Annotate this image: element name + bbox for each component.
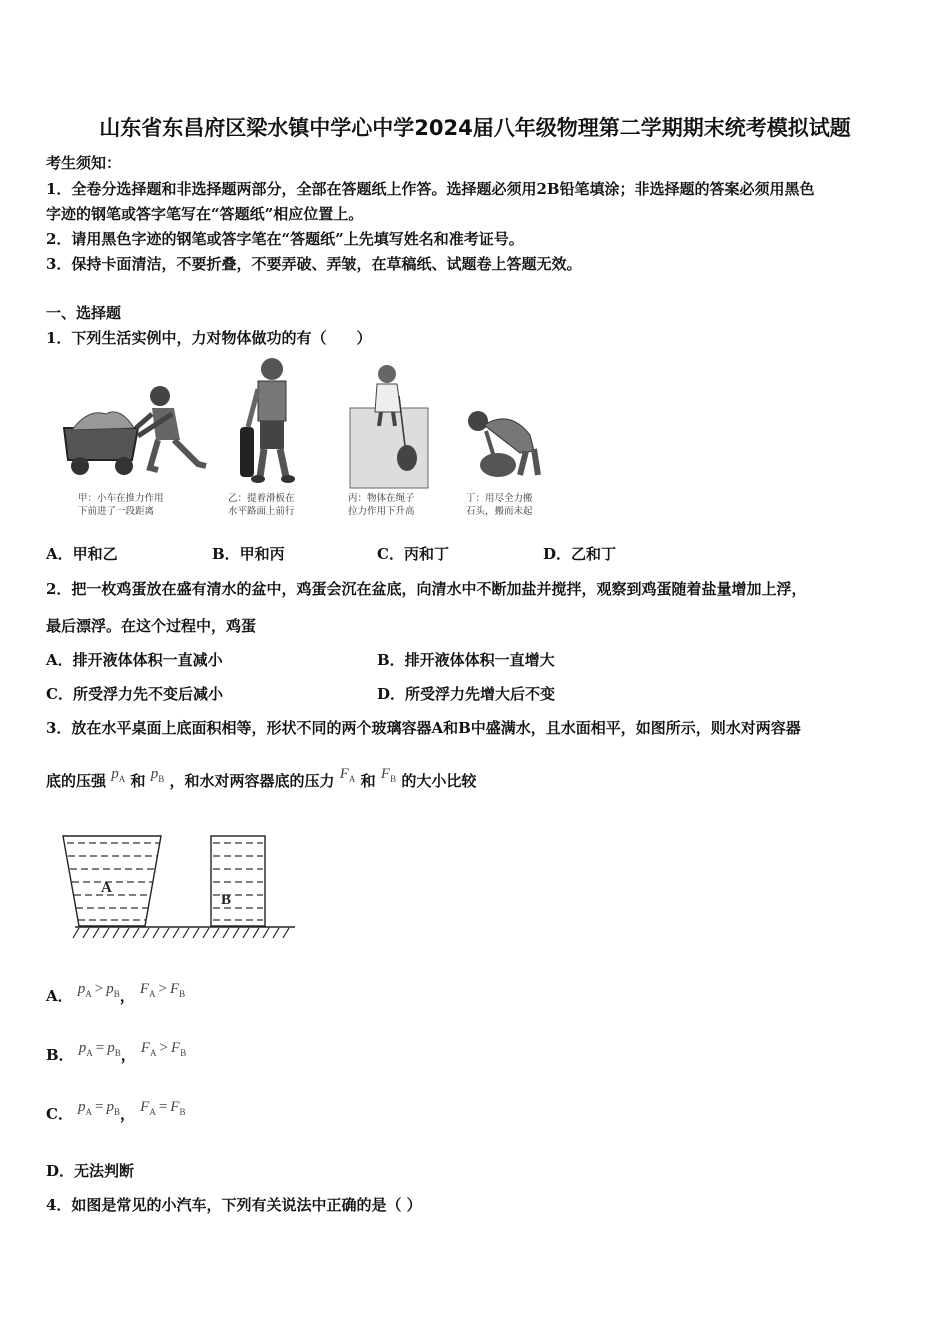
notice-item-1: 1．全卷分选择题和非选择题两部分，全部在答题纸上作答。选择题必须用2B铅笔填涂；非选择题的答案必须用黑色 — [46, 180, 815, 198]
q3-var-pa: $p_A$ — [111, 766, 126, 784]
page-title: 山东省东昌府区梁水镇中学心中学2024届八年级物理第二学期期末统考模拟试题 — [99, 116, 851, 140]
notice-item-1-cont: 字迹的钢笔或答字笔写在“答题纸”相应位置上。 — [46, 205, 364, 223]
q3-var-fa: $F_A$ — [339, 766, 356, 784]
q1-figure-stone — [460, 405, 550, 485]
q3-and-2: 和 — [360, 772, 376, 790]
q3-option-b[interactable]: B． $p_A = p_B$， $F_A > F_B$ — [46, 1040, 187, 1064]
q1-option-c[interactable]: C．丙和丁 — [377, 545, 449, 563]
q3-option-d[interactable]: D．无法判断 — [46, 1162, 135, 1180]
q3-option-c-label: C． — [46, 1105, 73, 1123]
q2-option-b[interactable]: B．排开液体体积一直增大 — [377, 651, 555, 669]
notice-heading: 考生须知： — [46, 154, 122, 172]
q1-caption-ding — [466, 492, 533, 518]
q1-caption-jia-line2: 下前进了一段距离 — [78, 506, 155, 517]
q3-and-1: 和 — [130, 772, 146, 790]
q1-caption-ding-line1: 丁：用尽全力搬 — [466, 493, 533, 504]
q1-caption-ding-line2: 石头，搬而未起 — [466, 506, 533, 517]
q2-option-d[interactable]: D．所受浮力先增大后不变 — [377, 685, 556, 703]
q3-stem-line2 — [46, 766, 477, 792]
q2-stem-line1: 2．把一枚鸡蛋放在盛有清水的盆中，鸡蛋会沉在盆底，向清水中不断加盐并搅拌，观察到鸡蛋随着盐量增加上浮， — [46, 580, 807, 598]
q1-figure-carry — [230, 355, 310, 490]
q3-stem-line1: 3．放在水平桌面上底面积相等，形状不同的两个玻璃容器A和B中盛满水，且水面相平，如图所示，则水对两容器 — [46, 719, 801, 737]
q3-figure-label-a: A — [101, 880, 112, 896]
q1-caption-bing-line1: 丙：物体在绳子 — [348, 493, 415, 504]
q3-stem-mid: ，和水对两容器底的压力 — [169, 772, 335, 790]
q1-caption-yi-line1: 乙：提着滑板在 — [228, 493, 295, 504]
q3-option-c[interactable]: C． $p_A = p_B$， $F_A = F_B$ — [46, 1099, 186, 1123]
q4-stem: 4．如图是常见的小汽车，下列有关说法中正确的是（ ） — [46, 1196, 422, 1214]
q1-caption-yi — [228, 492, 295, 518]
q3-option-b-label: B． — [46, 1046, 74, 1064]
q3-var-fb: $F_B$ — [380, 766, 397, 784]
q1-stem: 1．下列生活实例中，力对物体做功的有（ ） — [46, 329, 372, 347]
q2-option-a[interactable]: A．排开液体体积一直减小 — [46, 651, 223, 669]
q1-caption-bing — [348, 492, 415, 518]
q3-option-a[interactable]: A． $p_A > p_B$， $F_A > F_B$ — [46, 981, 186, 1005]
q2-option-c[interactable]: C．所受浮力先不变后减小 — [46, 685, 223, 703]
notice-item-2: 2．请用黑色字迹的钢笔或答字笔在“答题纸”上先填写姓名和准考证号。 — [46, 230, 524, 248]
q3-figure-label-b: B — [221, 892, 232, 908]
q1-option-a[interactable]: A．甲和乙 — [46, 545, 118, 563]
q1-caption-jia — [78, 492, 164, 518]
q1-figure-cart — [58, 378, 218, 480]
q1-option-d[interactable]: D．乙和丁 — [543, 545, 617, 563]
q1-figure-rope — [345, 360, 435, 490]
q3-containers-figure — [55, 828, 300, 943]
q2-stem-line2: 最后漂浮。在这个过程中，鸡蛋 — [46, 617, 257, 635]
q3-var-pb: $p_B$ — [150, 766, 165, 784]
q3-stem-suffix: 的大小比较 — [401, 772, 477, 790]
q1-caption-yi-line2: 水平路面上前行 — [228, 506, 295, 517]
section-heading: 一、选择题 — [46, 304, 122, 322]
q3-option-a-label: A． — [46, 987, 73, 1005]
q1-caption-jia-line1: 甲：小车在推力作用 — [78, 493, 164, 504]
q3-stem-prefix: 底的压强 — [46, 772, 107, 790]
q1-caption-bing-line2: 拉力作用下升高 — [348, 506, 415, 517]
q1-option-b[interactable]: B．甲和丙 — [212, 545, 285, 563]
notice-item-3: 3．保持卡面清洁，不要折叠，不要弄破、弄皱，在草稿纸、试题卷上答题无效。 — [46, 255, 582, 273]
